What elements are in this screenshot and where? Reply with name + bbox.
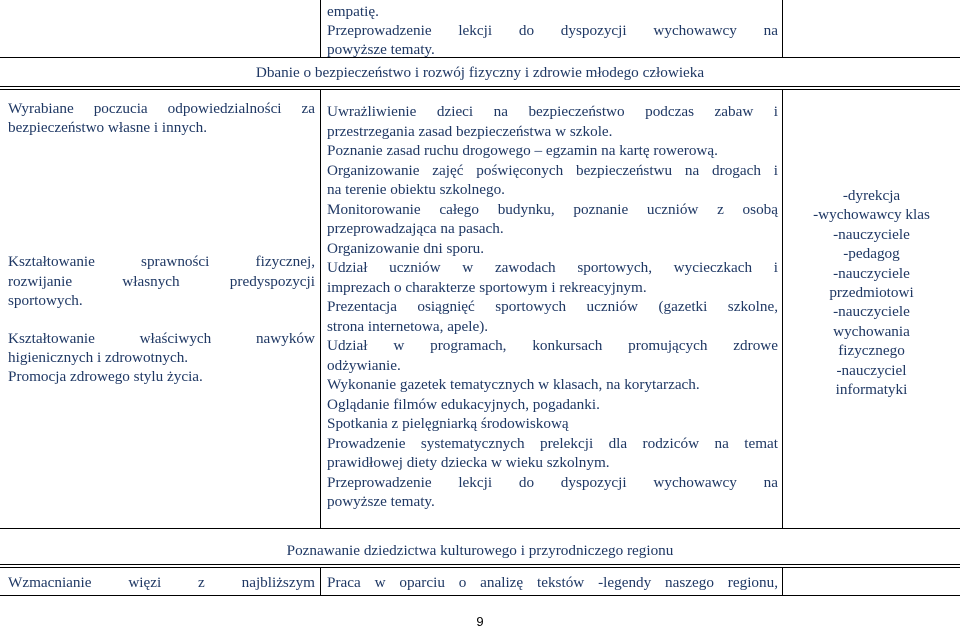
tasks-cell (327, 102, 778, 512)
task-line: przestrzegania zasad bezpieczeństwa w szkole. (327, 122, 613, 140)
task-item (327, 414, 778, 434)
responsible-line: -wychowawcy klas (813, 206, 930, 224)
goal-item (8, 367, 315, 386)
task-line: Poznanie zasad ruchu drogowego – egzamin na kartę rowerową. (327, 142, 718, 159)
task-item (327, 336, 778, 375)
responsible-line: -nauczyciel (836, 361, 907, 379)
goal-line: sportowych. (8, 291, 83, 309)
task-line: Prezentacja osiągnięć sportowych uczniów (gazetki szkolne, (327, 298, 778, 315)
divider-section2-a (0, 564, 960, 565)
responsible-line: informatyki (835, 381, 908, 399)
task-line: Organizowanie zajęć poświęconych bezpieczeństwu na drogach i (327, 161, 778, 179)
task-item (327, 258, 778, 297)
divider-col1-bottom (320, 567, 321, 596)
task-line: odżywianie. (327, 356, 401, 374)
task-line: strona internetowa, apele). (327, 317, 489, 335)
task-item (327, 434, 778, 473)
goal-line: bezpieczeństwo własne i innych. (8, 119, 208, 137)
task-item (327, 375, 778, 395)
responsible-line: -pedagog (843, 245, 900, 263)
task-item (327, 297, 778, 336)
goal-item (8, 99, 315, 137)
section-heading-safety: Dbanie o bezpieczeństwo i rozwój fizyczny i zdrowie młodego człowieka (255, 64, 705, 81)
divider-row-main-end (0, 528, 960, 529)
bottom-goal-cell (8, 573, 315, 592)
divider-col2-top (782, 0, 783, 58)
task-line: na terenie obiektu szkolnego. (327, 181, 505, 198)
task-line: Spotkania z pielęgniarką środowiskową (327, 415, 569, 432)
task-line: Przeprowadzenie lekcji do dyspozycji wychowawcy na (327, 473, 778, 491)
task-line: prawidłowej diety dziecka w wieku szkolnym. (327, 454, 610, 471)
task-item (327, 473, 778, 512)
task-line: Udział w programach, konkursach promujących zdrowe (327, 337, 778, 354)
goal-line: higienicznych i zdrowotnych. (8, 349, 189, 367)
responsible-line: -nauczyciele (833, 225, 910, 243)
task-item (327, 200, 778, 239)
bottom-task-line: Praca w oparciu o analizę tekstów -legendy naszego regionu, (327, 574, 778, 591)
responsible-line: -nauczyciele (833, 303, 910, 321)
task-line: powyższe tematy. (327, 493, 435, 510)
goal-line: Promocja zdrowego stylu życia. (8, 368, 203, 386)
task-line: Monitorowanie całego budynku, poznanie uczniów z osobą (327, 200, 778, 218)
continued-task-line: empatię. (327, 3, 379, 20)
divider-section1-b (0, 89, 960, 90)
task-line: Wykonanie gazetek tematycznych w klasach, na korytarzach. (327, 376, 700, 393)
task-item (327, 161, 778, 200)
responsible-line: -nauczyciele (833, 264, 910, 282)
divider-section2-b (0, 567, 960, 568)
task-line: przeprowadzająca na pasach. (327, 220, 504, 237)
responsible-cell (783, 186, 960, 399)
divider-row-bottom (0, 595, 960, 596)
responsible-line: wychowania (833, 322, 910, 340)
task-line: Organizowanie dni sporu. (327, 239, 485, 257)
task-item (327, 395, 778, 415)
continued-task-line: Przeprowadzenie lekcji do dyspozycji wychowawcy na (327, 22, 778, 40)
divider-section1-a (0, 86, 960, 87)
responsible-line: fizycznego (838, 342, 905, 360)
page-number: 9 (476, 614, 484, 629)
goal-line: Wyrabiane poczucia odpowiedzialności za (8, 100, 315, 117)
task-line: imprezach o charakterze sportowym i rekreacyjnym. (327, 278, 647, 296)
continued-task-line: powyższe tematy. (327, 41, 435, 59)
task-item (327, 102, 778, 141)
goals-cell (8, 99, 315, 387)
goal-line: Kształtowanie sprawności fizycznej, (8, 253, 315, 271)
goal-item (8, 252, 315, 310)
section-heading-heritage: Poznawanie dziedzictwa kulturowego i przyrodniczego regionu (286, 542, 674, 559)
divider-col1-top (320, 0, 321, 58)
task-line: Uwrażliwienie dzieci na bezpieczeństwo podczas zabaw i (327, 103, 778, 120)
continued-task-cell (327, 2, 778, 60)
goal-item (8, 329, 315, 367)
bottom-task-cell (327, 573, 778, 592)
goal-line: rozwijanie własnych predyspozycji (8, 272, 315, 290)
divider-col1-main (320, 89, 321, 529)
task-item (327, 141, 778, 161)
task-line: Prowadzenie systematycznych prelekcji dla rodziców na temat (327, 434, 778, 452)
task-item (327, 239, 778, 259)
responsible-line: przedmiotowi (829, 284, 914, 302)
divider-col2-bottom (782, 567, 783, 596)
bottom-goal-line: Wzmacnianie więzi z najbliższym (8, 574, 315, 591)
goal-line: Kształtowanie właściwych nawyków (8, 330, 315, 348)
task-line: Udział uczniów w zawodach sportowych, wycieczkach i (327, 259, 778, 276)
task-line: Oglądanie filmów edukacyjnych, pogadanki. (327, 395, 600, 413)
responsible-line: -dyrekcja (842, 187, 901, 204)
